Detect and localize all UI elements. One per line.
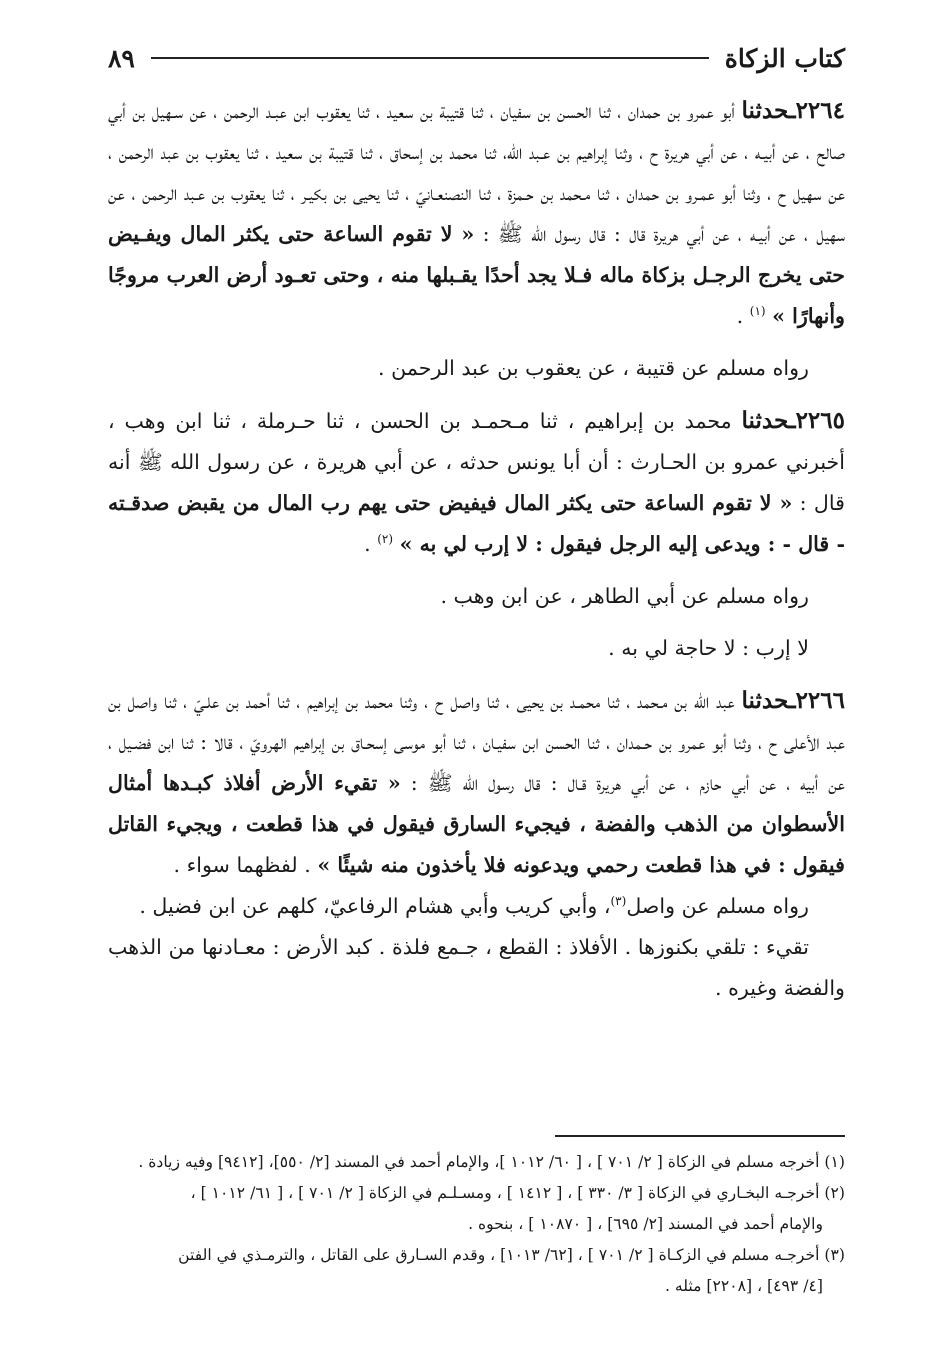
- header-rule: [151, 57, 709, 59]
- footnote-2: (٢) أخرجـه البخـاري في الزكاة [ ٣/ ٣٣٠ ] ، [ ١٤١٢ ] ، ومسـلـم في الزكاة [ ٢/ ٧٠١ ] ، [ ٦١/ ١٠١٢ ] ،: [190, 1184, 845, 1202]
- hadith-2265: [108, 400, 845, 565]
- page-number: ٨٩: [108, 43, 135, 73]
- hadith-tail: . لفظهما سواء .: [173, 853, 318, 877]
- gloss-2266: تقيء : تلقي بكنوزها . الأفلاذ : القطع ، جـمع فلذة . كبد الأرض : معـادنها من الذهب والفضة وغيره .: [108, 935, 845, 1000]
- hadith-isnad: محمد بن إبراهيم ، ثنا مـحمـد بن الحسن ، ثنا حـرملة ، ثنا ابن وهب ، أخبرني عمرو بن الحـارث : أن أبا يونس حدثه ، عن أبي هريرة ، عن رسول الله ﷺ أنه قال :: [108, 409, 845, 515]
- footnote-ref-2[interactable]: (٢): [377, 532, 394, 547]
- hadith-heading: حدثنا: [741, 97, 789, 124]
- footnote-ref-1[interactable]: (١): [749, 304, 766, 319]
- hadith-number: ٢٢٦٥ـ: [788, 407, 845, 434]
- hadith-isnad: عبد الله بن مـحمد ، ثنا محمـد بن يحيى ، ثنا واصل ح ، وثنا محمد بن إبراهيم ، ثنا أحمد بن علـيّ ، ثنا واصل بن عبد الأعلى ح ، وثنا أبو عمرو بن حـمدان ، ثنا الحسن ابن سفيـان ، ثنا أبو موسى إسحـاق بن إبراهيم الهرويّ ، قالا : ثنا ابن فضـيل ، عن أبيه ، عن أبي حازم ، عن أبي هريرة قـال : قال رسول الله ﷺ :: [108, 689, 845, 795]
- hadith-heading: حدثنا: [741, 687, 789, 714]
- riwaya-2264: رواه مسلم عن قتيبة ، عن يعقوب بن عبد الرحمن .: [378, 356, 809, 380]
- book-title: كتاب الزكاة: [724, 43, 845, 73]
- footnotes: [108, 1147, 845, 1302]
- footnote-3: (٣) أخرجـه مسلم في الزكـاة [ ٢/ ٧٠١ ] ، [٦٢/ ١٠١٣] ، وقدم السـارق على القاتل ، والترمـذي في الفتن: [178, 1246, 845, 1264]
- hadith-2266: [108, 680, 845, 886]
- hadith-matn: « لا تقوم الساعة حتى يكثر المال فيفيض حتى يهم رب المال من يقبض صدقـته - قال - : ويدعى إليه الرجل فيقول : لا إرب لي به »: [108, 491, 845, 556]
- hadith-2264: [108, 90, 845, 337]
- hadith-number: ٢٢٦٦ـ: [788, 687, 845, 714]
- riwaya-2265: رواه مسلم عن أبي الطاهر ، عن ابن وهب .: [440, 584, 809, 608]
- hadith-isnad: أبو عمرو بن حمدان ، ثنا الحسن بن سفيان ، ثنا قتيبة بن سعيد ، ثنا يعقوب ابن عبـد الرحمن ، عن سـهيل بن أبي صالح ، عن أبيـه ، عن أبي هريرة ح ، وثنا إبراهيم بن عـبد الله، ثنا محمد بن إسحاق ، ثنا قتيبة بن سعيد ، ثنا يعقوب بن عبد الرحمن ، عن سهيل ح ، وثنا أبو عمـرو بن حمدان ، ثنا مـحمد بن حـمزة ، ثنا النصنعـانيّ ، ثنا يحيى بن بكيـر ، ثنا يعقوب بن عـبد الرحمن ، عن سهيل ، عن أبيـه ، عن أبي هريرة قال : قال رسول الله ﷺ :: [108, 99, 845, 246]
- footnote-1: (١) أخرجه مسلم في الزكاة [ ٢/ ٧٠١ ] ، [ ٦٠/ ١٠١٢ ]، والإمام أحمد في المسند [٢/ ٥٥٠]، [٩٤١٢] وفيه زيادة .: [138, 1153, 845, 1171]
- footnote-2-continued: والإمام أحمد في المسند [٢/ ٦٩٥] ، [ ١٠٨٧٠ ] ، بنحوه .: [468, 1215, 823, 1233]
- main-text: [108, 90, 845, 1009]
- footnote-separator: [555, 1135, 845, 1137]
- hadith-tail: .: [364, 532, 378, 556]
- gloss-2265: لا إرب : لا حاجة لي به .: [608, 636, 809, 660]
- riwaya-text-rest: ، وأبي كريب وأبي هشام الرفاعيّ، كلهم عن ابن فضيل .: [139, 894, 611, 918]
- hadith-heading: حدثنا: [741, 407, 789, 434]
- hadith-number: ٢٢٦٤ـ: [788, 97, 845, 124]
- hadith-tail: .: [736, 304, 750, 328]
- riwaya-2266: [108, 886, 845, 927]
- footnote-ref-3[interactable]: (٣): [610, 894, 627, 909]
- riwaya-text: رواه مسلم عن واصل: [626, 894, 809, 918]
- running-header: [108, 38, 845, 78]
- footnote-3-continued: [٤/ ٤٩٣] ، [٢٢٠٨] مثله .: [664, 1277, 823, 1295]
- hadith-matn: « لا تقوم الساعة حتى يكثر المال ويفـيض حتى يخرج الرجـل بزكاة ماله فـلا يجد أحدًا يقـبلها منه ، وحتى تعـود أرض العرب مروجًا وأنهارًا »: [108, 222, 845, 328]
- hadith-matn: « تقيء الأرض أفلاذ كبـدها أمثال الأسطوان من الذهب والفضة ، فيجيء السارق فيقول في هذا قطعت ، ويجيء القاتل فيقول : في هذا قطعت رحمي ويدعونه فلا يأخذون منه شيئًا »: [108, 771, 845, 877]
